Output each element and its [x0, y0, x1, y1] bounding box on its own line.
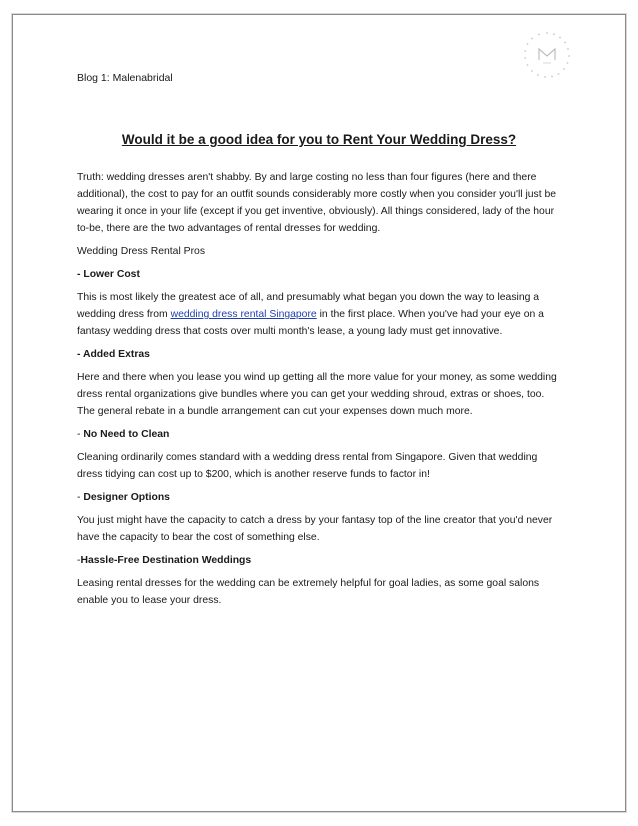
designer-options-prefix: - [77, 492, 84, 503]
destination-prefix: - [77, 555, 81, 566]
added-extras-paragraph: Here and there when you lease you wind up getting all the more value for your money, as some wedding dress rental organizations give bundles where you can get your wedding shroud, extras or shoes, too. The general rebate in a bundle arrangement can cut your expenses down much more. [77, 372, 557, 417]
no-need-to-clean-paragraph: Cleaning ordinarily comes standard with a wedding dress rental from Singapore. Given that wedding dress tidying can cost up to $200, which is another reserve funds to factor in! [77, 452, 538, 480]
intro-paragraph: Truth: wedding dresses aren't shabby. By and large costing no less than four figures (here and there additional), the cost to pay for an outfit sounds considerably more costly when you consider you'll just be wearing it once in your life (except if you get inventive, obviously). All things considered, lady of the hour to-be, there are the two advantages of rental dresses for wedding. [77, 172, 557, 234]
destination-heading: Hassle-Free Destination Weddings [80, 555, 252, 566]
article-body [77, 169, 561, 615]
page-title: Would it be a good idea for you to Rent Your Wedding Dress? [121, 132, 517, 147]
malenabridal-logo-icon [521, 29, 573, 81]
destination-paragraph: Leasing rental dresses for the wedding can be extremely helpful for goal ladies, as some goal salons enable you to lease your dress. [77, 578, 540, 606]
designer-options-paragraph: You just might have the capacity to catch a dress by your fantasy top of the line creator that you'd never have the capacity to bear the cost of something else. [77, 515, 553, 543]
lower-cost-text-before: This is most likely the greatest ace of all, and presumably what began you down the way to leasing a wedding dress from [77, 292, 540, 320]
designer-options-heading: Designer Options [83, 492, 170, 503]
no-need-to-clean-prefix: - [77, 429, 84, 440]
lower-cost-text-after: in the first place. When you've had your eye on a fantasy wedding dress that costs over multi month's lease, a young lady must get innovative. [77, 309, 544, 337]
document-page [12, 14, 626, 812]
pros-heading: Wedding Dress Rental Pros [77, 246, 206, 257]
added-extras-heading: - Added Extras [77, 349, 150, 360]
document-header-label: Blog 1: Malenabridal [77, 72, 173, 84]
wedding-dress-rental-link[interactable]: wedding dress rental Singapore [170, 309, 317, 320]
destination-heading-line [77, 552, 561, 569]
lower-cost-paragraph [77, 289, 561, 340]
lower-cost-heading: - Lower Cost [77, 269, 140, 280]
no-need-to-clean-heading: No Need to Clean [83, 429, 170, 440]
no-need-to-clean-heading-line [77, 426, 561, 443]
designer-options-heading-line [77, 489, 561, 506]
